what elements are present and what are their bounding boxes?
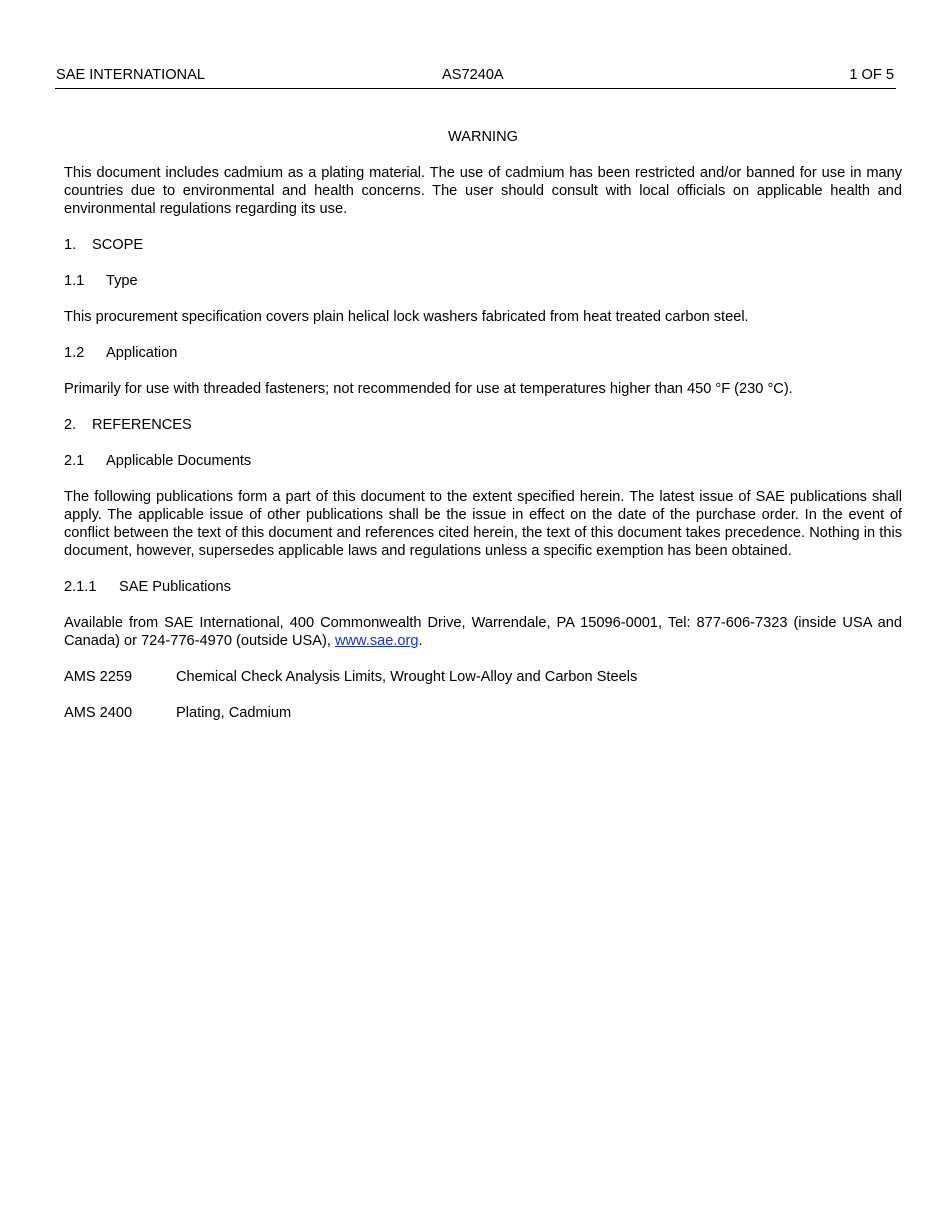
section-applicable-documents-heading	[64, 452, 902, 470]
section-number: 2.	[64, 417, 77, 433]
section-scope-heading	[64, 236, 902, 254]
availability-text: Available from SAE International, 400 Commonwealth Drive, Warrendale, PA 15096-0001, Tel: 877-606-7323 (inside USA and Canada) or 724-776-4970 (outside USA),	[64, 615, 902, 649]
section-type-heading	[64, 272, 902, 290]
header-document-number: AS7240A	[442, 67, 504, 83]
section-title: Type	[106, 273, 138, 289]
section-number: 1.1	[64, 273, 85, 289]
section-application-text: Primarily for use with threaded fasteners; not recommended for use at temperatures higher than 450 °F (230 °C).	[64, 381, 793, 397]
reference-code: AMS 2400	[64, 705, 133, 721]
reference-code: AMS 2259	[64, 669, 133, 685]
section-title: SCOPE	[92, 237, 144, 253]
header-page-number: 1 OF 5	[849, 67, 894, 83]
warning-title: WARNING	[448, 129, 518, 145]
section-number: 1.2	[64, 345, 85, 361]
warning-text: This document includes cadmium as a plating material. The use of cadmium has been restricted and/or banned for use in many countries due to environmental and health concerns. The user should consult with local officials on applicable health and environmental regulations regarding its use.	[64, 165, 902, 217]
section-sae-publications-heading	[64, 578, 902, 596]
section-sae-publications-text	[64, 614, 902, 650]
section-number: 2.1.1	[64, 579, 97, 595]
reference-title: Plating, Cadmium	[176, 705, 292, 721]
section-type-text: This procurement specification covers plain helical lock washers fabricated from heat treated carbon steel.	[64, 309, 749, 325]
section-number: 1.	[64, 237, 77, 253]
section-title: Applicable Documents	[106, 453, 252, 469]
section-applicable-documents-text: The following publications form a part of this document to the extent specified herein. The latest issue of SAE publications shall apply. The applicable issue of other publications shall be the issue in effect on the date of the purchase order. In the event of conflict between the text of this document and references cited herein, the text of this document takes precedence. Nothing in this document, however, supersedes applicable laws and regulations unless a specific exemption has been obtained.	[64, 489, 902, 559]
section-number: 2.1	[64, 453, 85, 469]
header-organization: SAE INTERNATIONAL	[56, 67, 205, 83]
document-body	[64, 128, 902, 740]
sae-website-link[interactable]: www.sae.org	[334, 633, 419, 649]
section-references-heading	[64, 416, 902, 434]
section-application-heading	[64, 344, 902, 362]
reference-item	[64, 704, 902, 722]
section-title: SAE Publications	[119, 579, 231, 595]
reference-item	[64, 668, 902, 686]
availability-text-end: .	[418, 633, 423, 649]
reference-title: Chemical Check Analysis Limits, Wrought Low-Alloy and Carbon Steels	[176, 669, 638, 685]
section-title: Application	[106, 345, 178, 361]
page-header	[55, 66, 896, 89]
section-title: REFERENCES	[92, 417, 192, 433]
